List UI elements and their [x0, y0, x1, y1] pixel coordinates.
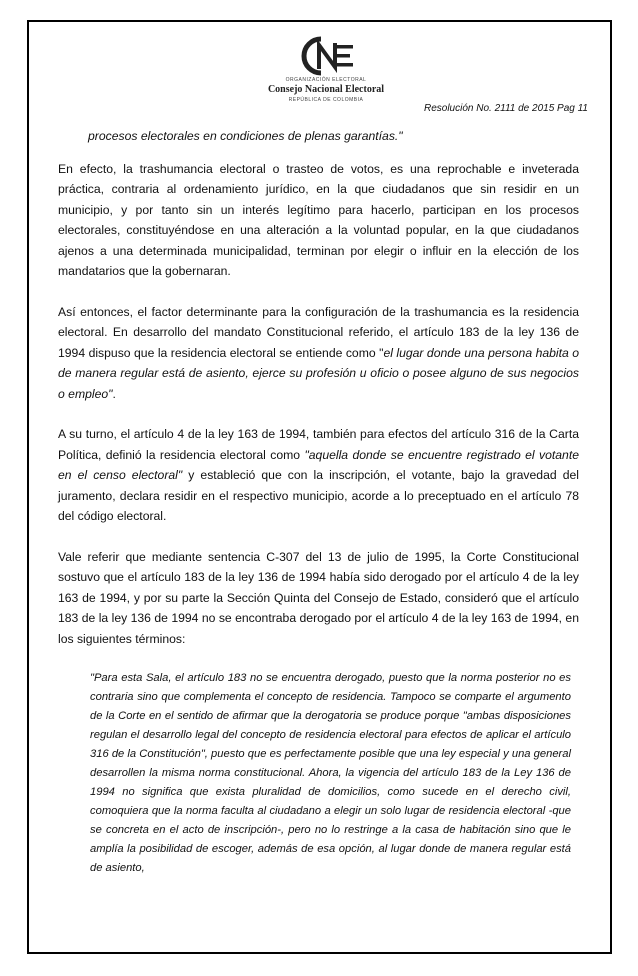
quote-continuation: procesos electorales en condiciones de plenas garantías."	[88, 129, 403, 143]
paragraph-2	[58, 302, 579, 405]
cne-logo	[246, 35, 385, 107]
cne-logo-mark	[291, 35, 361, 77]
resolution-reference: Resolución No. 2111 de 2015 Pag 11	[423, 103, 588, 114]
paragraph-3-text-b: y estableció que con la inscripción, el votante, bajo la gravedad del juramento, declara residir en el respectivo municipio, acorde a lo preceptuado en el artículo 78 del código electoral.	[58, 468, 579, 523]
paragraph-2-text: Así entonces, el factor determinante para la configuración de la trashumancia es la residencia electoral. En desarrollo del mandato Constitucional referido, el artículo 183 de la ley 136 de 1994 dispuso que la residencia electoral se entiende como "	[58, 304, 579, 360]
block-quote: "Para esta Sala, el artículo 183 no se encuentra derogado, puesto que la norma posterior no es contraria sino que complementa el concepto de residencia. Tampoco se comparte el argumento de la Corte en el sentido de afirmar que la derogatoria se produce porque "ambas disposiciones regulan el desarrollo legal del concepto de residencia electoral para efectos de aplicar el artículo 316 de la Constitución", puesto que es perfectamente posible que una ley especial y una general desarrollen la misma norma constitucional. Ahora, la vigencia del artículo 183 de la Ley 136 de 1994 no significa que exista pluralidad de domicilios, como sucede en el derecho civil, comoquiera que la norma faculta al ciudadano a elegir un solo lugar de residencia electoral -que se concreta en el acto de inscripción-, pero no lo restringe a la casa de habitación sino que le amplía la posibilidad de escoger, además de esa opción, al lugar donde de manera regular está de asiento,	[90, 672, 571, 874]
paragraph-4: Vale referir que mediante sentencia C-307 del 13 de julio de 1995, la Corte Constitucional sostuvo que el artículo 183 de la ley 136 de 1994 había sido derogado por el artículo 4 de la ley 163 de 1994, y por su parte la Sección Quinta del Consejo de Estado, consideró que el artículo 183 de la ley 136 de 1994 no se encontraba derogado por el artículo 4 de la ley 163 de 1994, en los siguientes términos:	[58, 549, 579, 646]
logo-org-label: ORGANIZACIÓN ELECTORAL	[285, 77, 367, 83]
paragraph-1: En efecto, la trashumancia electoral o trasteo de votos, es una reprochable e inveterada práctica, contraria al ordenamiento jurídico, en la que ciudadanos que sin residir en un municipio, y por tanto sin un interés legítimo para hacerlo, participan en los procesos electorales, constituyéndose en una alteración a la voluntad popular, en la que ciudadanos ajenos a una determinada municipalidad, terminan por elegir o influir en la elección de los mandatarios que la gobernaran.	[58, 161, 579, 278]
paragraph-3	[58, 424, 579, 527]
paragraph-2-end: .	[112, 386, 116, 401]
paragraph-2-quote: el lugar donde una persona habita o de manera regular está de asiento, ejerce su profesión u oficio o posee alguno de sus negocios o empleo"	[58, 345, 580, 401]
paragraph-3-quote: "aquella donde se encuentre registrado el votante en el censo electoral"	[58, 447, 579, 482]
paragraph-3-text-a: A su turno, el artículo 4 de la ley 163 de 1994, también para efectos del artículo 316 de la Carta Política, definió la residencia electoral como	[58, 427, 579, 462]
document-body	[58, 126, 579, 878]
logo-country: REPÚBLICA DE COLOMBIA	[288, 97, 364, 103]
logo-org-name: Consejo Nacional Electoral	[267, 84, 385, 95]
